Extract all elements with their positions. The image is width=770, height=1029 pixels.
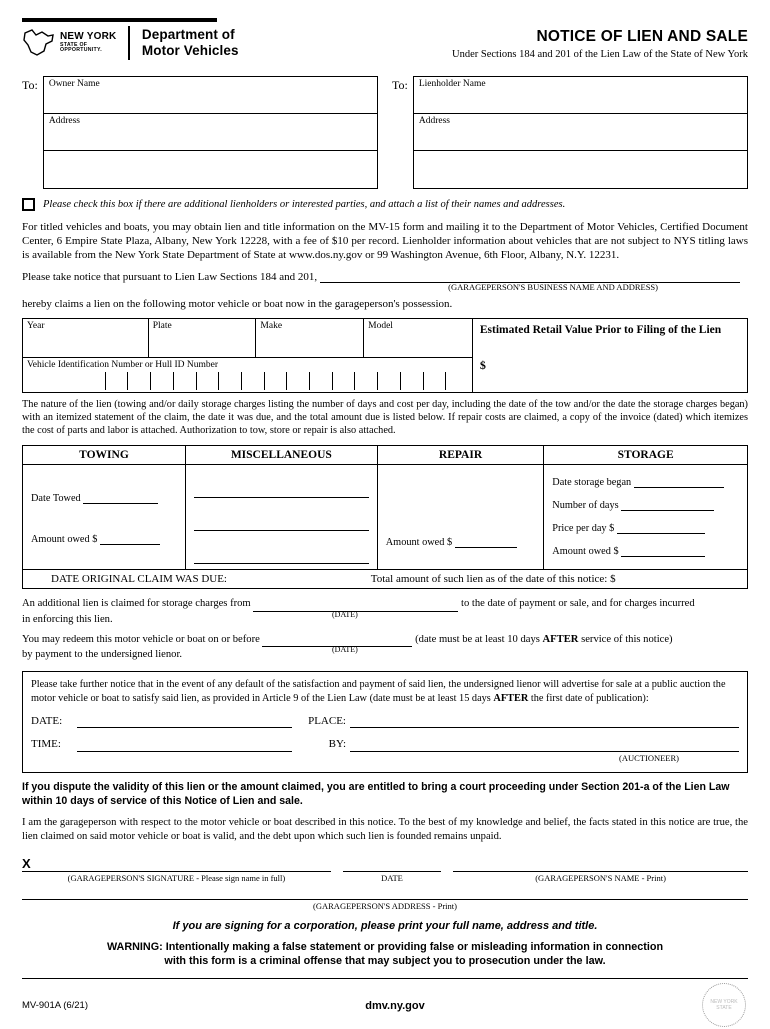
- garageperson-caption: (GARAGEPERSON'S BUSINESS NAME AND ADDRESS): [448, 282, 658, 293]
- department-line-2: Motor Vehicles: [141, 43, 239, 58]
- corporation-note: If you are signing for a corporation, please print your full name, address and title.: [172, 919, 598, 932]
- ny-line-1: NEW YORK: [60, 31, 117, 43]
- additional-lien-text-b: to the date of payment or sale, and for charges incurred: [461, 597, 695, 609]
- enforcing-lien-text: in enforcing this lien.: [22, 613, 113, 625]
- misc-line-2[interactable]: [194, 518, 369, 531]
- lienholder-address-field[interactable]: Address: [414, 114, 747, 151]
- repair-amount-owed-input[interactable]: [455, 537, 517, 548]
- signature-caption: (GARAGEPERSON'S SIGNATURE - Please sign name in full): [67, 872, 286, 883]
- auction-time-label: TIME:: [31, 738, 61, 751]
- vehicle-year-cell[interactable]: Year: [23, 319, 149, 357]
- vin-character-boxes[interactable]: [83, 372, 468, 390]
- warning-line-2: with this form is a criminal offense that may subject you to prosecution under the law.: [164, 955, 606, 968]
- payment-text: by payment to the undersigned lienor.: [22, 649, 183, 661]
- storage-days-input[interactable]: [621, 500, 714, 511]
- auction-text-b: the first date of publication):: [530, 692, 649, 704]
- ny-line-2: STATE OF: [60, 41, 88, 48]
- auction-date-place-row: [31, 714, 739, 728]
- warning-notice: [22, 940, 748, 969]
- redeem-text-c: service of this notice): [581, 633, 673, 645]
- auction-after-bold: AFTER: [493, 692, 529, 704]
- department-line-1: Department of: [141, 27, 235, 43]
- auction-text-a: Please take further notice that in the event of any default of the satisfaction and payment of said lien, the undersigned lienor will advertise for sale at a public auction the motor vehicle or boat to satisfy said lien, as provided in Article 9 of the Lien Law (date must be at least 15 days: [31, 679, 726, 704]
- vehicle-table: [22, 318, 748, 393]
- page-header: [22, 26, 748, 60]
- additional-lien-line-2: [22, 609, 748, 628]
- signature-x-mark: X: [22, 855, 31, 871]
- redeem-date-caption: (DATE): [332, 645, 358, 655]
- lienholder-box[interactable]: [413, 76, 748, 189]
- storage-price-per-day-input[interactable]: [617, 523, 705, 534]
- auction-by-label: BY:: [328, 738, 346, 751]
- header-top-rule: [22, 18, 217, 22]
- state-seal-icon: NEW YORK STATE: [702, 983, 746, 1027]
- dispute-notice: If you dispute the validity of this lien or the amount claimed, you are entitled to bring a court proceeding under Section 201-a of the Lien Law within 10 days of service of this Notice of Lien and sale.: [22, 780, 730, 807]
- towing-amount-owed-input[interactable]: [100, 534, 160, 545]
- signature-date-line[interactable]: [343, 871, 441, 883]
- date-towed-label: Date Towed: [31, 492, 81, 504]
- owner-block: [22, 76, 378, 189]
- auction-place-label: PLACE:: [308, 715, 346, 728]
- vehicle-plate-cell[interactable]: Plate: [149, 319, 257, 357]
- storage-date-began-label: Date storage began: [552, 476, 632, 488]
- storage-price-per-day-label: Price per day $: [552, 522, 615, 534]
- storage-cell[interactable]: [544, 465, 747, 569]
- website-link[interactable]: dmv.ny.gov: [365, 999, 425, 1012]
- page-subtitle: Under Sections 184 and 201 of the Lien Law of the State of New York: [452, 49, 748, 60]
- additional-lienholders-row[interactable]: [22, 198, 748, 211]
- department-name: [142, 27, 239, 59]
- signature-name-line[interactable]: [453, 871, 748, 883]
- claim-line: hereby claims a lien on the following motor vehicle or boat now in the garageperson's possession.: [22, 298, 453, 311]
- recipient-boxes: [22, 76, 748, 189]
- redeem-line: [22, 632, 748, 648]
- page-footer: [22, 983, 748, 1029]
- charges-footer-row: [23, 570, 747, 588]
- estimated-retail-value-cell[interactable]: [472, 319, 747, 392]
- charges-header-repair: REPAIR: [378, 446, 545, 464]
- owner-box[interactable]: [43, 76, 378, 189]
- lien-information-paragraph: For titled vehicles and boats, you may obtain lien and title information on the MV-15 form and mailing it to the Department of Motor Vehicles, Certified Document Center, 6 Empire State Plaza, Albany, New York 12228, with a fee of $10 per record. Lienholder information about vehicles that are not subject to NYS titling laws is available from the New York State Department of State at www.dos.ny.gov or 99 Washington Avenue, 6th Floor, Albany, N.Y. 12231.: [22, 221, 748, 262]
- storage-date-began-input[interactable]: [634, 477, 724, 488]
- signature-line[interactable]: [22, 871, 331, 883]
- charges-header-miscellaneous: MISCELLANEOUS: [186, 446, 378, 464]
- repair-amount-owed-label: Amount owed $: [385, 536, 453, 548]
- charges-body-row: [23, 465, 747, 570]
- new-york-state-outline-icon: [22, 27, 56, 59]
- auction-time-input[interactable]: [77, 741, 292, 752]
- storage-amount-owed-input[interactable]: [621, 546, 705, 557]
- signature-section: [22, 856, 748, 911]
- redeem-after-bold: AFTER: [542, 633, 579, 645]
- lienholder-name-field[interactable]: Lienholder Name: [414, 77, 747, 114]
- repair-cell[interactable]: [378, 465, 545, 569]
- additional-lien-text-a: An additional lien is claimed for storage charges from: [22, 597, 251, 609]
- misc-line-3[interactable]: [194, 551, 369, 564]
- signature-name-caption: (GARAGEPERSON'S NAME - Print): [535, 872, 666, 883]
- charges-header-storage: STORAGE: [617, 448, 674, 461]
- ny-line-3: OPPORTUNITY.: [60, 47, 102, 54]
- total-lien-amount-label: Total amount of such lien as of the date of this notice: $: [370, 572, 616, 585]
- logo-divider: [128, 26, 130, 60]
- auction-notice-box: [22, 671, 748, 772]
- storage-days-label: Number of days: [552, 499, 619, 511]
- misc-line-1[interactable]: [194, 485, 369, 498]
- vehicle-table-left: [23, 319, 472, 392]
- notice-line-text: Please take notice that pursuant to Lien Law Sections 184 and 201,: [22, 271, 318, 284]
- redeem-text-a: You may redeem this motor vehicle or boat on or before: [22, 633, 260, 645]
- vehicle-make-cell[interactable]: Make: [256, 319, 364, 357]
- charges-header-row: [23, 446, 747, 465]
- nature-of-lien-paragraph: The nature of the lien (towing and/or daily storage charges listing the number of days and cost per day, including the date of the tow and/or the date the storage charges began) with an itemized statement of the claim, the date it was due, and the total amount due is listed below. If repair costs are claimed, a copy of the invoice (dated) which itemizes the cost of parts and labor is attached. Authorization to tow, store or repair is also attached.: [22, 399, 748, 436]
- charges-header-towing: TOWING: [23, 446, 186, 464]
- owner-address-field-2[interactable]: [44, 151, 377, 188]
- original-claim-due-label: DATE ORIGINAL CLAIM WAS DUE:: [51, 572, 227, 585]
- auction-fields: [31, 714, 739, 764]
- towing-cell[interactable]: [23, 465, 186, 569]
- footer-rule: [22, 978, 748, 979]
- attestation-paragraph: I am the garageperson with respect to the motor vehicle or boat described in this notice. To the best of my knowledge and belief, the facts stated in this notice are true, the lien claimed on said motor vehicle or boat is valid, and the debt upon which such lien is founded remains unpaid.: [22, 817, 748, 843]
- date-towed-input[interactable]: [83, 493, 158, 504]
- lienholder-block: [392, 76, 748, 189]
- auction-notice-text: [31, 678, 739, 705]
- vin-label: Vehicle Identification Number or Hull ID Number: [27, 360, 218, 371]
- owner-to-label: To:: [22, 78, 38, 92]
- lienholder-to-label: To:: [392, 78, 408, 92]
- storage-amount-owed-label: Amount owed $: [552, 545, 619, 557]
- estimated-retail-value-dollar: $: [479, 358, 486, 373]
- additional-lien-line-1: [22, 596, 748, 612]
- owner-address-field[interactable]: Address: [44, 114, 377, 151]
- page-title: NOTICE OF LIEN AND SALE: [536, 28, 748, 45]
- redeem-text-b: (date must be at least 10 days: [415, 633, 540, 645]
- auctioneer-caption: (AUCTIONEER): [619, 752, 679, 763]
- auction-date-input[interactable]: [77, 717, 292, 728]
- garageperson-address-caption: (GARAGEPERSON'S ADDRESS - Print): [313, 900, 457, 911]
- state-seal: [702, 983, 748, 1029]
- estimated-retail-value-label: Estimated Retail Value Prior to Filing of the Lien: [479, 324, 722, 337]
- additional-lien-section: [22, 596, 748, 664]
- warning-line-1: WARNING: Intentionally making a false statement or providing false or misleading information in connection: [106, 940, 664, 953]
- auction-place-input[interactable]: [350, 717, 739, 728]
- vehicle-vin-cell[interactable]: [23, 358, 472, 392]
- lienholder-address-field-2[interactable]: [414, 151, 747, 188]
- towing-amount-owed-label: Amount owed $: [31, 533, 98, 545]
- signature-date-caption: DATE: [381, 872, 403, 883]
- miscellaneous-cell[interactable]: [186, 465, 378, 569]
- new-york-state-wordmark: [60, 32, 116, 53]
- additional-lien-date-caption: (DATE): [332, 609, 358, 619]
- additional-lienholders-label: Please check this box if there are additional lienholders or interested parties, and attach a list of their names and addresses.: [43, 199, 566, 210]
- owner-name-field[interactable]: Owner Name: [44, 77, 377, 114]
- payment-line: [22, 647, 748, 663]
- auction-by-input[interactable]: [350, 741, 739, 752]
- vehicle-table-header-row: [23, 319, 472, 358]
- charges-table: [22, 445, 748, 589]
- agency-logo: [22, 26, 239, 60]
- title-block: [452, 26, 748, 60]
- new-york-state-mark: [22, 27, 116, 59]
- additional-lienholders-checkbox[interactable]: [22, 198, 35, 211]
- auction-date-label: DATE:: [31, 715, 63, 728]
- signature-lines: [22, 871, 748, 883]
- vehicle-model-cell[interactable]: Model: [368, 321, 393, 332]
- auction-time-by-row: [31, 737, 739, 751]
- form-id: MV-901A (6/21): [22, 1000, 89, 1012]
